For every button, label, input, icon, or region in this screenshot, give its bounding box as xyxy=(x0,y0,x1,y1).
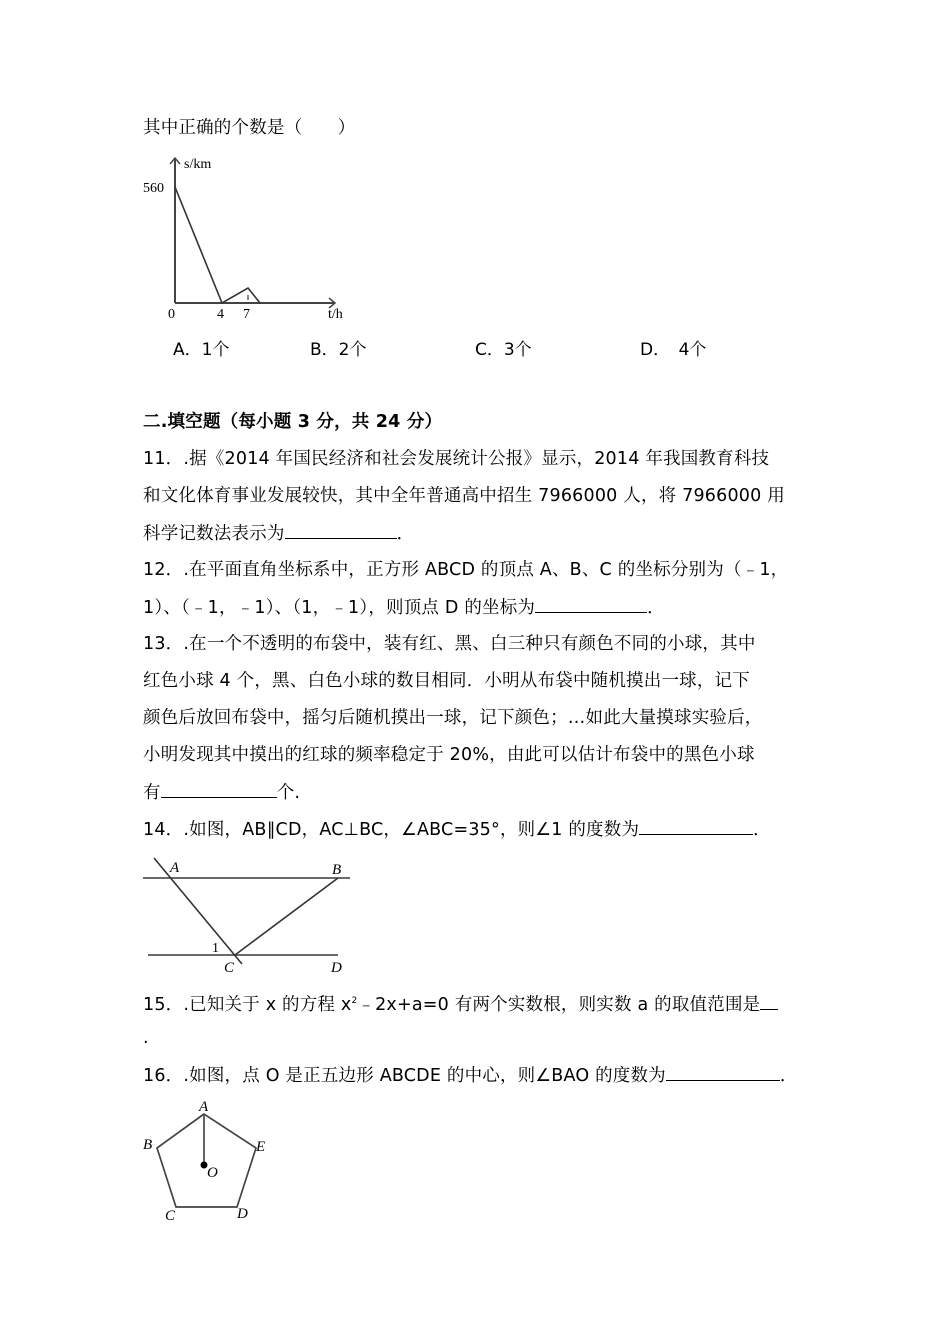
q12-answer-blank[interactable] xyxy=(535,596,647,613)
q11-period: ． xyxy=(396,524,415,544)
q16-period: ． xyxy=(779,1066,798,1086)
q14-text: 14．.如图，AB∥CD，AC⊥BC，∠ABC=35°，则∠1 的度数为 xyxy=(143,820,640,840)
label-a: A xyxy=(199,1099,209,1115)
q15-line1 xyxy=(143,990,778,1016)
q13-line5 xyxy=(143,781,300,804)
q12-text: 1）、（﹣1，﹣1）、（1，﹣1），则顶点 D 的坐标为 xyxy=(143,598,536,618)
option-b: B．2个 xyxy=(310,340,367,360)
q13-line3: 颜色后放回布袋中，摇匀后随机摸出一球，记下颜色；…如此大量摸球实验后， xyxy=(143,708,763,728)
q12-line2 xyxy=(143,596,665,619)
q11-answer-blank[interactable] xyxy=(285,522,397,539)
q12-line1: 12．.在平面直角坐标系中，正方形 ABCD 的顶点 A、B、C 的坐标分别为（﹣1， xyxy=(143,560,789,580)
q15-text-mid: ﹣2x+a=0 有两个实数根，则实数 a 的取值范围是 xyxy=(357,994,761,1015)
label-d: D xyxy=(237,1206,248,1222)
option-a: A．1个 xyxy=(173,340,230,360)
q15-exponent: 2 xyxy=(351,996,358,1006)
q16-text: 16．.如图，点 O 是正五边形 ABCDE 的中心，则∠BAO 的度数为 xyxy=(143,1066,666,1086)
q13-line2: 红色小球 4 个，黑、白色小球的数目相同．小明从布袋中随机摸出一球，记下 xyxy=(143,671,750,691)
label-d: D xyxy=(331,960,342,976)
q10-prompt: 其中正确的个数是（ ） xyxy=(143,118,356,138)
label-b: B xyxy=(143,1137,153,1153)
label-c: C xyxy=(224,960,235,976)
q13-line4: 小明发现其中摸出的红球的频率稳定于 20%，由此可以估计布袋中的黑色小球 xyxy=(143,745,755,765)
q14-line1 xyxy=(143,818,771,841)
label-angle-1: 1 xyxy=(212,941,219,956)
label-a: A xyxy=(170,860,180,876)
q13-answer-blank[interactable] xyxy=(161,781,277,798)
label-o: O xyxy=(207,1165,218,1181)
parallel-lines-figure xyxy=(140,850,360,980)
q11-text: 科学记数法表示为 xyxy=(143,524,285,544)
x-tick-4: 4 xyxy=(217,307,224,322)
option-c: C．3个 xyxy=(475,340,532,360)
q13-text: 有 xyxy=(143,783,161,803)
q11-line1: 11．.据《2014 年国民经济和社会发展统计公报》显示，2014 年我国教育科技 xyxy=(143,449,770,469)
q15-line2: . xyxy=(143,1028,149,1048)
q13-line1: 13．.在一个不透明的布袋中，装有红、黑、白三种只有颜色不同的小球，其中 xyxy=(143,634,756,654)
q12-period: ． xyxy=(647,598,665,618)
q15-answer-blank[interactable] xyxy=(760,993,778,1010)
origin-label: 0 xyxy=(168,307,175,322)
q14-period: ． xyxy=(753,820,771,840)
label-c: C xyxy=(165,1208,176,1224)
x-axis-label: t/h xyxy=(328,307,343,322)
distance-time-graph xyxy=(140,150,360,330)
y-axis-label: s/km xyxy=(184,157,212,172)
q15-text-pre: 15．.已知关于 x 的方程 x xyxy=(143,994,352,1015)
y-tick-560: 560 xyxy=(143,181,164,196)
q11-line3 xyxy=(143,522,414,545)
q13-unit: 个. xyxy=(276,783,301,803)
q16-answer-blank[interactable] xyxy=(666,1064,780,1081)
q16-line1 xyxy=(143,1064,798,1087)
label-b: B xyxy=(332,862,342,878)
option-d: D． 4个 xyxy=(640,340,707,360)
section-heading: 二.填空题（每小题 3 分，共 24 分） xyxy=(143,412,443,432)
label-e: E xyxy=(256,1139,266,1155)
pentagon-figure xyxy=(140,1095,290,1225)
q14-answer-blank[interactable] xyxy=(639,818,753,835)
q11-line2: 和文化体育事业发展较快，其中全年普通高中招生 7966000 人，将 7966000 用 xyxy=(143,486,785,506)
x-tick-7: 7 xyxy=(243,307,250,322)
